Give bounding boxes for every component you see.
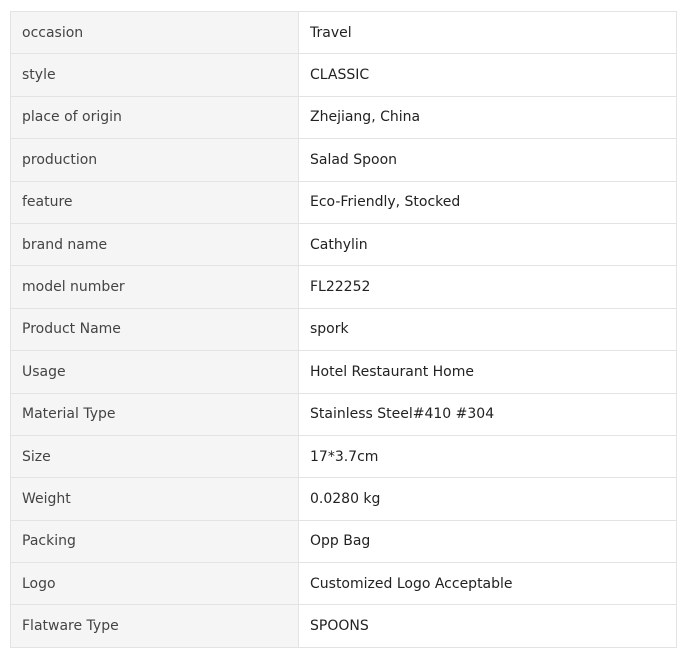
attribute-value: Eco-Friendly, Stocked (299, 181, 677, 223)
table-row (11, 478, 677, 520)
attribute-value: Stainless Steel#410 #304 (299, 393, 677, 435)
table-row (11, 520, 677, 562)
attribute-value: 17*3.7cm (299, 435, 677, 477)
table-row (11, 266, 677, 308)
attribute-name: model number (11, 266, 299, 308)
table-row (11, 435, 677, 477)
table-row (11, 139, 677, 181)
table-row (11, 351, 677, 393)
table-row (11, 223, 677, 265)
attribute-name: Product Name (11, 308, 299, 350)
attribute-value: 0.0280 kg (299, 478, 677, 520)
attribute-name: production (11, 139, 299, 181)
attribute-name: Flatware Type (11, 605, 299, 647)
attribute-value: Travel (299, 12, 677, 54)
attribute-value: Salad Spoon (299, 139, 677, 181)
attribute-name: place of origin (11, 96, 299, 138)
attribute-name: Usage (11, 351, 299, 393)
attribute-value: Cathylin (299, 223, 677, 265)
attribute-name: Logo (11, 563, 299, 605)
table-row (11, 96, 677, 138)
attribute-value: Opp Bag (299, 520, 677, 562)
table-row (11, 308, 677, 350)
attribute-value: CLASSIC (299, 54, 677, 96)
attribute-name: occasion (11, 12, 299, 54)
table-row (11, 563, 677, 605)
attribute-value: Customized Logo Acceptable (299, 563, 677, 605)
attribute-value: spork (299, 308, 677, 350)
table-row (11, 54, 677, 96)
attribute-value: Zhejiang, China (299, 96, 677, 138)
attribute-name: style (11, 54, 299, 96)
table-row (11, 393, 677, 435)
table-row (11, 605, 677, 647)
attribute-name: Size (11, 435, 299, 477)
attribute-name: Packing (11, 520, 299, 562)
table-row (11, 181, 677, 223)
attribute-value: Hotel Restaurant Home (299, 351, 677, 393)
product-spec-table (10, 11, 677, 648)
attribute-name: feature (11, 181, 299, 223)
attribute-value: FL22252 (299, 266, 677, 308)
attribute-value: SPOONS (299, 605, 677, 647)
table-row (11, 12, 677, 54)
attribute-name: Weight (11, 478, 299, 520)
attribute-name: brand name (11, 223, 299, 265)
attribute-name: Material Type (11, 393, 299, 435)
